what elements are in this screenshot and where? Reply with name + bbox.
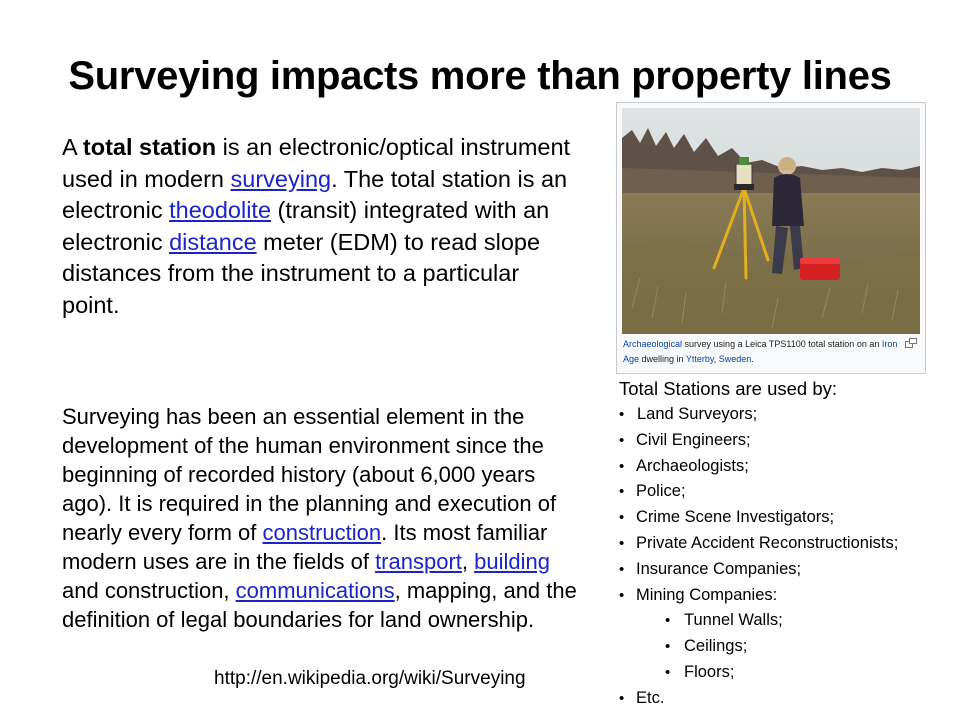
- p1-text-2: is an electronic/optical instrument used in modern: [62, 134, 571, 192]
- list-item: • Civil Engineers;: [619, 428, 898, 454]
- surveying-history-paragraph: [62, 402, 582, 634]
- survey-photo[interactable]: [622, 108, 920, 334]
- list-item: • Police;: [619, 479, 898, 505]
- p2-text-5: , mapping, and the definition of legal boundaries for land ownership.: [62, 578, 577, 632]
- p2-text-3: ,: [461, 549, 475, 574]
- link-building[interactable]: building: [474, 549, 550, 574]
- total-station-paragraph: [62, 132, 572, 321]
- list-item: • Insurance Companies;: [619, 557, 898, 583]
- list-subitem: • Tunnel Walls;: [619, 608, 898, 634]
- users-heading: Total Stations are used by:: [619, 378, 838, 399]
- source-url: http://en.wikipedia.org/wiki/Surveying: [214, 668, 526, 689]
- link-transport[interactable]: transport: [375, 549, 462, 574]
- p1-text-3: . The total station is an electronic: [62, 165, 568, 223]
- link-construction[interactable]: construction: [262, 520, 382, 545]
- caption-text-4: .: [751, 354, 754, 364]
- list-item: • Crime Scene Investigators;: [619, 505, 898, 531]
- list-subitem: • Floors;: [619, 660, 898, 686]
- caption-link-archaeological[interactable]: Archaeological: [623, 339, 683, 349]
- survey-photo-image: [622, 108, 920, 334]
- p2-text-2: . Its most familiar modern uses are in the fields of: [62, 520, 548, 574]
- p2-text-1: Surveying has been an essential element in the development of the human environment since the beginning of recorded history (about 6,000 years ago). It is required in the planning and execution of nearly every form of: [62, 404, 557, 545]
- list-item: • Private Accident Reconstructionists;: [619, 531, 898, 557]
- link-distance[interactable]: distance: [169, 228, 257, 255]
- p2-text-4: and construction,: [62, 578, 236, 603]
- list-item: • Mining Companies:: [619, 583, 898, 609]
- p1-text-1: A: [62, 134, 83, 160]
- link-theodolite[interactable]: theodolite: [169, 197, 272, 223]
- caption-text-3: ,: [713, 354, 719, 364]
- link-communications[interactable]: communications: [235, 578, 395, 603]
- caption-link-ytterby[interactable]: Ytterby: [685, 354, 714, 364]
- slide-title: Surveying impacts more than property lines: [68, 54, 892, 98]
- caption-link-sweden[interactable]: Sweden: [718, 354, 752, 364]
- list-item: • Archaeologists;: [619, 454, 898, 480]
- figure-frame: [616, 102, 926, 374]
- caption-text-2: dwelling in: [639, 354, 686, 364]
- link-surveying[interactable]: surveying: [230, 165, 332, 192]
- list-subitem: • Ceilings;: [619, 634, 898, 660]
- figure-caption: [623, 337, 903, 367]
- list-item: • Land Surveyors;: [619, 402, 898, 428]
- p1-text-5: meter (EDM) to read slope distances from the instrument to a particular point.: [62, 228, 541, 318]
- caption-link-iron-age[interactable]: Iron Age: [623, 339, 898, 364]
- p1-text-4: (transit) integrated with an electronic: [62, 197, 550, 255]
- list-item: • Etc.: [619, 686, 898, 712]
- caption-text-1: survey using a Leica TPS1100 total station on an: [682, 339, 882, 349]
- enlarge-icon[interactable]: [905, 338, 917, 348]
- p1-bold-term: total station: [82, 134, 217, 160]
- users-list: [619, 402, 898, 712]
